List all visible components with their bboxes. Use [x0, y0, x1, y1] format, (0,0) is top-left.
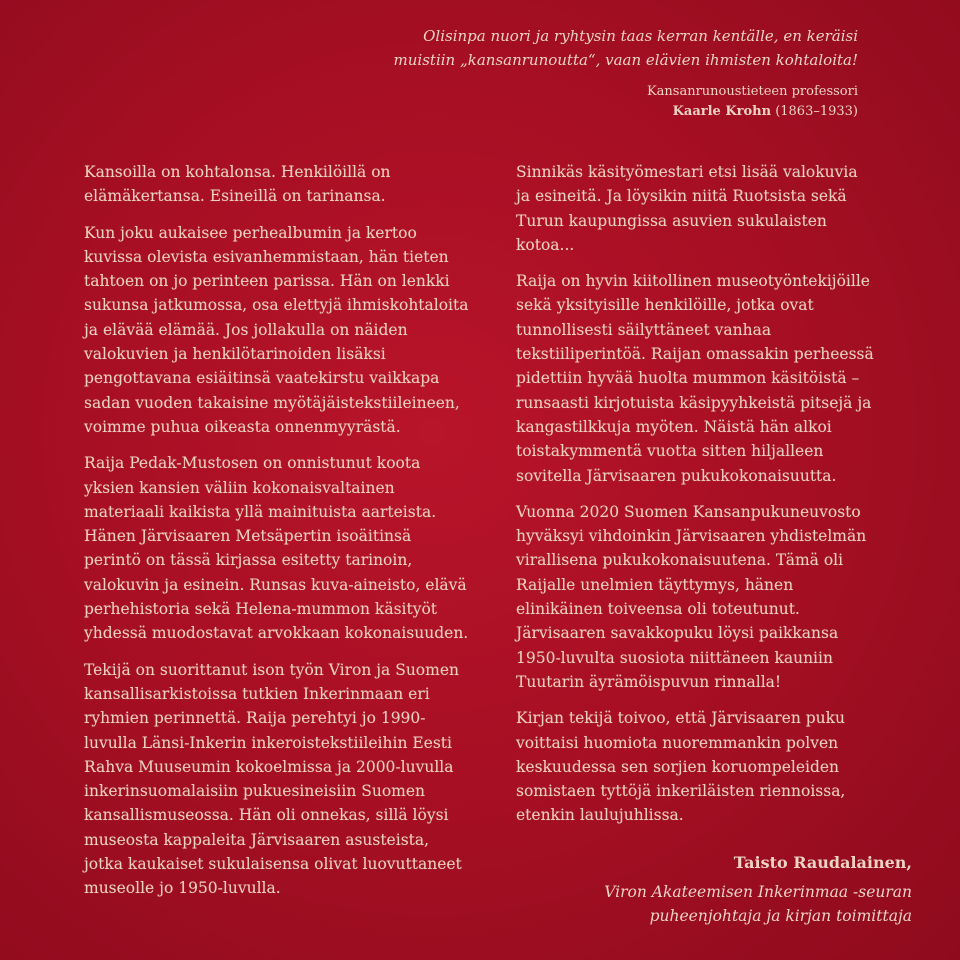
signature-block [560, 850, 912, 928]
paragraph: Kun joku aukaisee perhealbumin ja kertoo kuvissa olevista esivanhemmistaan, hän tieten tahtoen on jo perinteen parissa. Hän on lenkki sukunsa jatkumossa, osa elettyjä ihmiskohtaloita ja elävää elämää. Jos jollakulla on näiden valokuvien ja henkilötarinoiden lisäksi pengottavana esiäitinsä vaatekirstu vaikkapa sadan vuoden takaisine myötäjäistekstiileineen, voimme puhua oikeasta onnenmyyrästä. [84, 223, 469, 436]
signature-role [560, 880, 912, 928]
signature-name: Taisto Raudalainen, [733, 853, 912, 872]
paragraph: Kirjan tekijä toivoo, että Järvisaaren puku voittaisi huomiota nuoremmankin polven keskuudessa sen sorjien koruompeleiden somistaen tyttöjä inkeriläisten riennoissa, etenkin laulujuhlissa. [516, 709, 846, 825]
epigraph-attribution [500, 82, 858, 122]
signature-role-line: Viron Akateemisen Inkerinmaa -seuran [604, 883, 912, 901]
epigraph-line: Olisinpa nuori ja ryhtysin taas kerran kentälle, en keräisi [423, 27, 858, 45]
signature-role-line: puheenjohtaja ja kirjan toimittaja [649, 907, 912, 925]
attribution-name: Kaarle Krohn [672, 104, 772, 119]
epigraph-line: muistiin „kansanrunoutta“, vaan elävien ihmisten kohtaloita! [393, 51, 858, 69]
attribution-years: (1863–1933) [775, 104, 858, 119]
paragraph: Kansoilla on kohtalonsa. Henkilöillä on elämäkertansa. Esineillä on tarinansa. [84, 163, 391, 206]
attribution-role: Kansanrunoustieteen professori [646, 84, 858, 99]
right-text-column [516, 160, 874, 840]
left-text-column [84, 160, 472, 913]
paragraph: Sinnikäs käsityömestari etsi lisää valokuvia ja esineitä. Ja löysikin niitä Ruotsista sekä Turun kaupungissa asuvien sukulaisten kotoa... [516, 163, 858, 254]
paragraph: Raija on hyvin kiitollinen museotyöntekijöille sekä yksityisille henkilöille, jotka ovat tunnollisesti säilyttäneet vanhaa tekstiiliperintöä. Raijan omassakin perheessä pidettiin hyvää huolta mummon käsitöistä – runsaasti kirjotuista käsipyyhkeistä pitsejä ja kangastilkkuja myöten. Näistä hän alkoi toistakymmentä vuotta sitten hiljalleen sovitella Järvisaaren pukukokonaisuutta. [516, 272, 874, 485]
paragraph: Vuonna 2020 Suomen Kansanpukuneuvosto hyväksyi vihdoinkin Järvisaaren yhdistelmän virallisena pukukokonaisuutena. Tämä oli Raijalle unelmien täyttymys, hänen elinikäinen toiveensa oli toteutunut. Järvisaaren savakkopuku löysi paikkansa 1950-luvulta suosiota niittäneen kauniin Tuutarin äyrämöispuvun rinnalla! [516, 502, 867, 691]
paragraph: Raija Pedak-Mustosen on onnistunut koota yksien kansien väliin kokonaisvaltainen materiaali kaikista yllä mainituista aarteista. Hänen Järvisaaren Metsäpertin isoäitinsä perintö on tässä kirjassa esitetty tarinoin, valokuvin ja esinein. Runsas kuva-aineisto, elävä perhehistoria sekä Helena-mummon käsityöt yhdessä muodostavat arvokkaan kokonaisuuden. [84, 454, 469, 643]
epigraph-quote [380, 24, 858, 72]
paragraph: Tekijä on suorittanut ison työn Viron ja Suomen kansallisarkistoissa tutkien Inkerinmaan eri ryhmien perinnettä. Raija perehtyi jo 1990-luvulla Länsi-Inkerin inkeroistekstiileihin Eesti Rahva Muuseumin kokoelmissa ja 2000-luvulla inkerinsuomalaisiin pukuesineisiin Suomen kansallismuseossa. Hän oli onnekas, sillä löysi museosta kappaleita Järvisaaren asusteista, jotka kaukaiset sukulaisensa olivat luovuttaneet museolle jo 1950-luvulla. [84, 660, 462, 898]
